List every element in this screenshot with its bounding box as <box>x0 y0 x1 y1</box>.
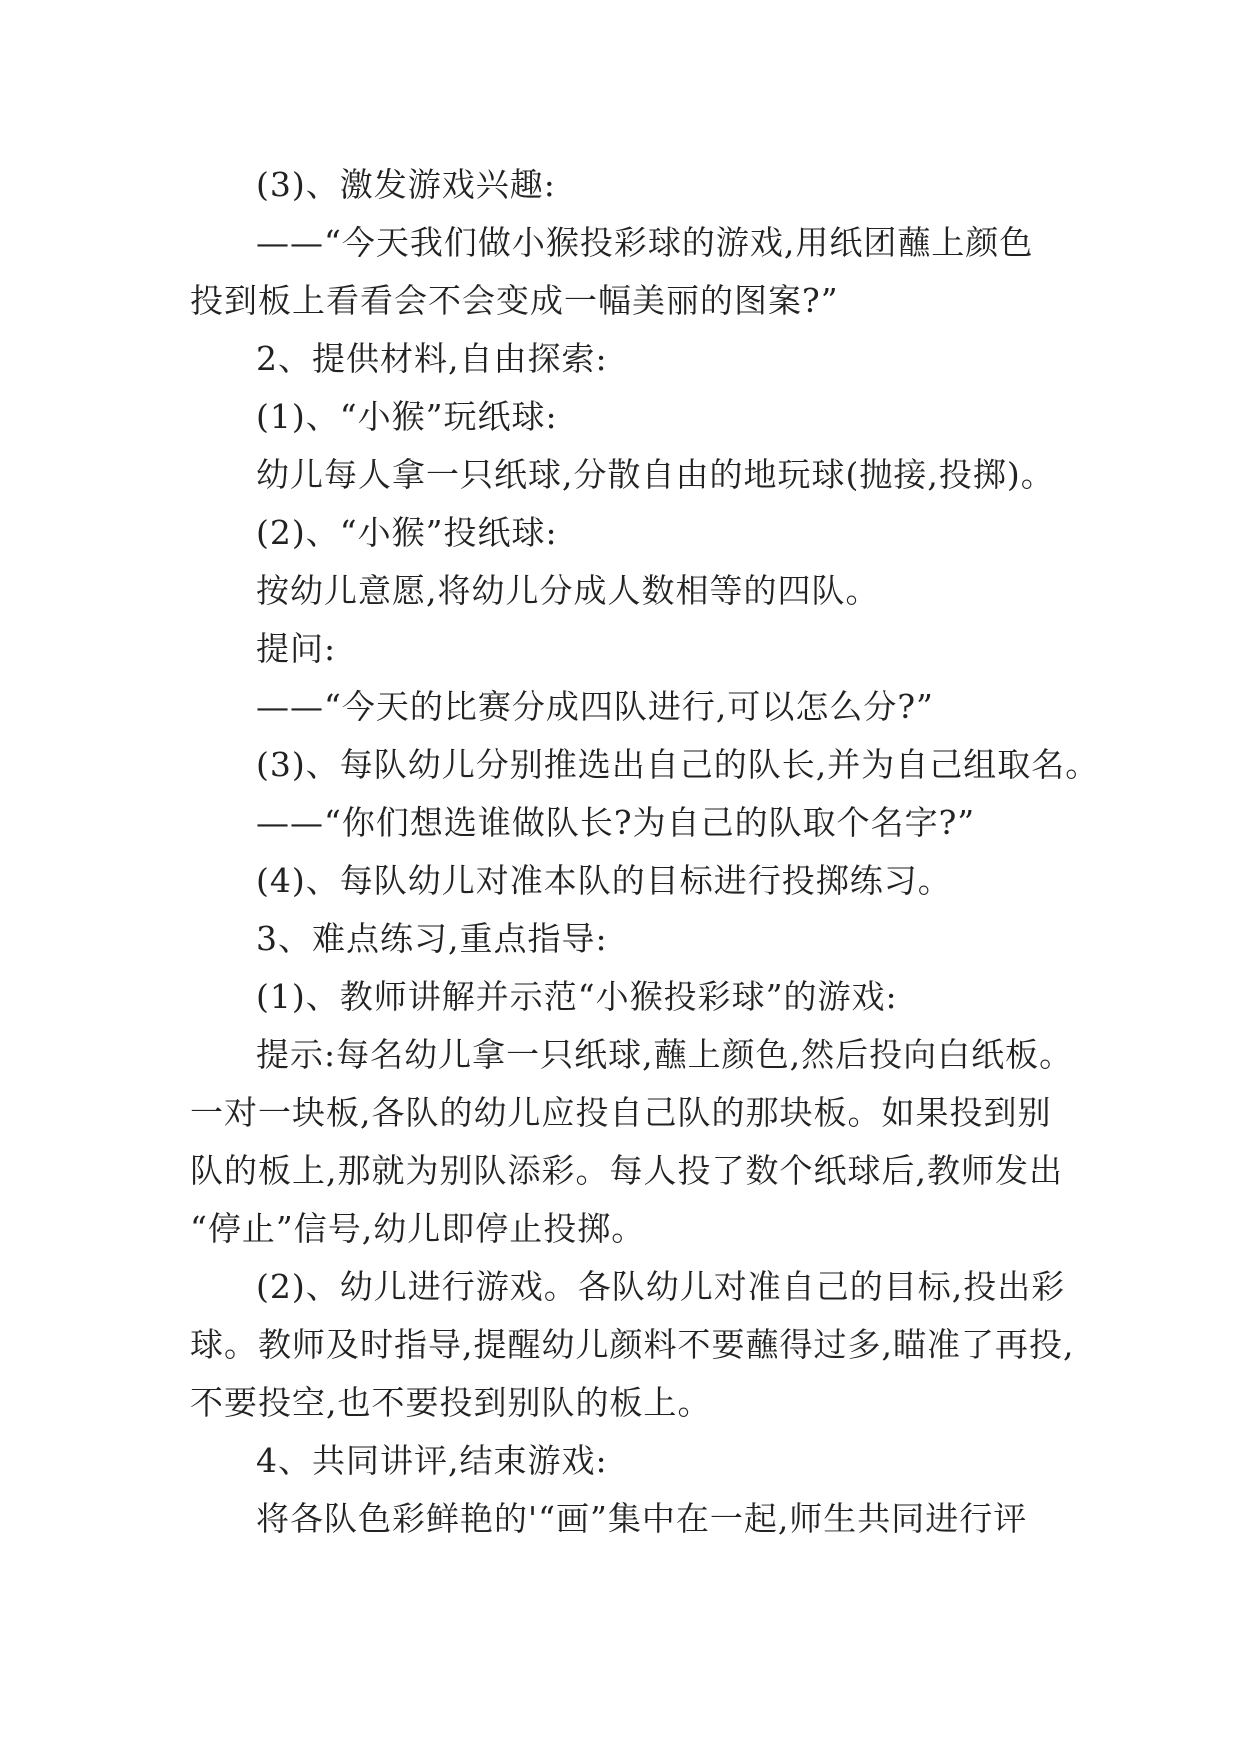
subheading-2: (2)、幼儿进行游戏。各队幼儿对准自己的目标,投出彩 <box>256 1267 1066 1306</box>
paragraph-line: 将各队色彩鲜艳的'“画”集中在一起,师生共同进行评 <box>256 1499 1028 1538</box>
quote-line: ——“今天我们做小猴投彩球的游戏,用纸团蘸上颜色 <box>256 223 1034 262</box>
quote-line: ——“今天的比赛分成四队进行,可以怎么分?” <box>256 687 934 726</box>
subheading-4: (4)、每队幼儿对准本队的目标进行投掷练习。 <box>256 861 952 900</box>
paragraph-line: 幼儿每人拿一只纸球,分散自由的地玩球(抛接,投掷)。 <box>256 455 1055 494</box>
paragraph-line: 投到板上看看会不会变成一幅美丽的图案?” <box>190 281 839 320</box>
paragraph-line: 球。教师及时指导,提醒幼儿颜料不要蘸得过多,瞄准了再投, <box>190 1325 1075 1364</box>
paragraph-line: 按幼儿意愿,将幼儿分成人数相等的四队。 <box>256 571 880 610</box>
section-heading-4: 4、共同讲评,结束游戏: <box>256 1441 608 1480</box>
section-heading-3: 3、难点练习,重点指导: <box>256 919 608 958</box>
subheading-1: (1)、教师讲解并示范“小猴投彩球”的游戏: <box>256 977 898 1016</box>
paragraph-line: 提示:每名幼儿拿一只纸球,蘸上颜色,然后投向白纸板。 <box>256 1035 1074 1074</box>
paragraph-line: 一对一块板,各队的幼儿应投自己队的那块板。如果投到别 <box>190 1093 1052 1132</box>
paragraph-line: 不要投空,也不要投到别队的板上。 <box>190 1383 712 1422</box>
subheading-1: (1)、“小猴”玩纸球: <box>256 397 558 436</box>
heading-3-stimulate-interest: (3)、激发游戏兴趣: <box>256 165 556 204</box>
paragraph-line: “停止”信号,幼儿即停止投掷。 <box>190 1209 646 1248</box>
subheading-3: (3)、每队幼儿分别推选出自己的队长,并为自己组取名。 <box>256 745 1100 784</box>
quote-line: ——“你们想选谁做队长?为自己的队取个名字?” <box>256 803 976 842</box>
question-label: 提问: <box>256 629 337 668</box>
paragraph-line: 队的板上,那就为别队添彩。每人投了数个纸球后,教师发出 <box>190 1151 1063 1190</box>
subheading-2: (2)、“小猴”投纸球: <box>256 513 558 552</box>
section-heading-2: 2、提供材料,自由探索: <box>256 339 608 378</box>
